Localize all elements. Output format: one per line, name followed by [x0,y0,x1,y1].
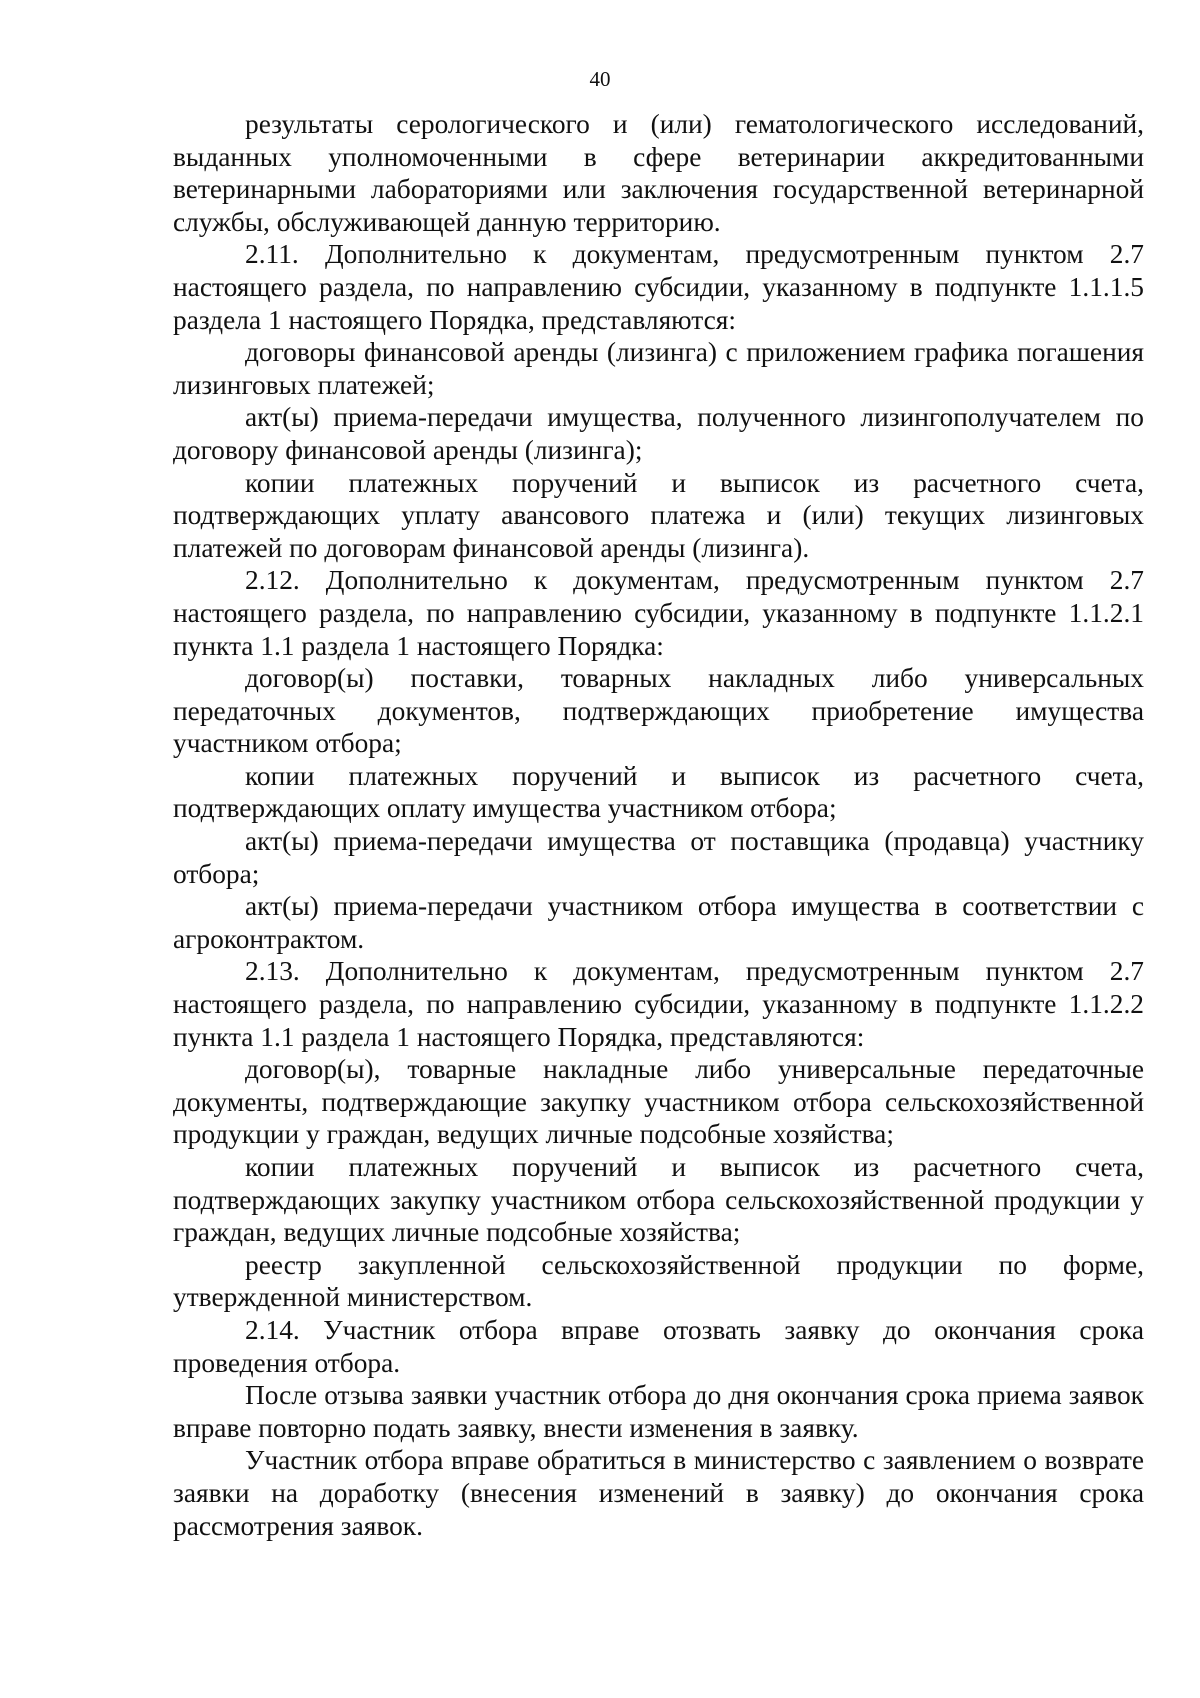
paragraph: договоры финансовой аренды (лизинга) с приложением графика погашения лизинговых платежей; [173,337,1144,400]
document-body [173,108,1144,1542]
paragraph: 2.13. Дополнительно к документам, предусмотренным пунктом 2.7 настоящего раздела, по направлению субсидии, указанному в подпункте 1.1.2.2 пункта 1.1 раздела 1 настоящего Порядка, представляются: [173,956,1144,1052]
paragraph: 2.12. Дополнительно к документам, предусмотренным пунктом 2.7 настоящего раздела, по направлению субсидии, указанному в подпункте 1.1.2.1 пункта 1.1 раздела 1 настоящего Порядка: [173,565,1144,661]
paragraph: акт(ы) приема-передачи имущества, полученного лизингополучателем по договору финансовой аренды (лизинга); [173,402,1144,465]
page-number: 40 [589,67,611,91]
paragraph: результаты серологического и (или) гематологического исследований, выданных уполномоченными в сфере ветеринарии аккредитованными ветеринарными лабораториями или заключения государственной ветеринарной службы, обслуживающей данную территорию. [173,109,1144,237]
paragraph: копии платежных поручений и выписок из расчетного счета, подтверждающих оплату имущества участником отбора; [173,760,1144,824]
paragraph: 2.11. Дополнительно к документам, предусмотренным пунктом 2.7 настоящего раздела, по направлению субсидии, указанному в подпункте 1.1.1.5 раздела 1 настоящего Порядка, представляются: [173,239,1144,335]
paragraph: акт(ы) приема-передачи участником отбора имущества в соответствии с агроконтрактом. [173,891,1144,954]
paragraph: договор(ы) поставки, товарных накладных либо универсальных передаточных документов, подтверждающих приобретение имущества участником отбора; [173,663,1144,759]
paragraph: После отзыва заявки участник отбора до дня окончания срока приема заявок вправе повторно подать заявку, внести изменения в заявку. [173,1380,1144,1443]
paragraph: 2.14. Участник отбора вправе отозвать заявку до окончания срока проведения отбора. [173,1314,1144,1378]
paragraph: договор(ы), товарные накладные либо универсальные передаточные документы, подтверждающие закупку участником отбора сельскохозяйственной продукции у граждан, ведущих личные подсобные хозяйства; [173,1054,1144,1150]
paragraph: копии платежных поручений и выписок из расчетного счета, подтверждающих закупку участником отбора сельскохозяйственной продукции у граждан, ведущих личные подсобные хозяйства; [173,1152,1144,1248]
paragraph: акт(ы) приема-передачи имущества от поставщика (продавца) участнику отбора; [173,826,1144,889]
paragraph: копии платежных поручений и выписок из расчетного счета, подтверждающих уплату авансового платежа и (или) текущих лизинговых платежей по договорам финансовой аренды (лизинга). [173,467,1144,563]
paragraph: Участник отбора вправе обратиться в министерство с заявлением о возврате заявки на доработку (внесения изменений в заявку) до окончания срока рассмотрения заявок. [173,1445,1144,1541]
paragraph: реестр закупленной сельскохозяйственной продукции по форме, утвержденной министерством. [173,1249,1144,1313]
